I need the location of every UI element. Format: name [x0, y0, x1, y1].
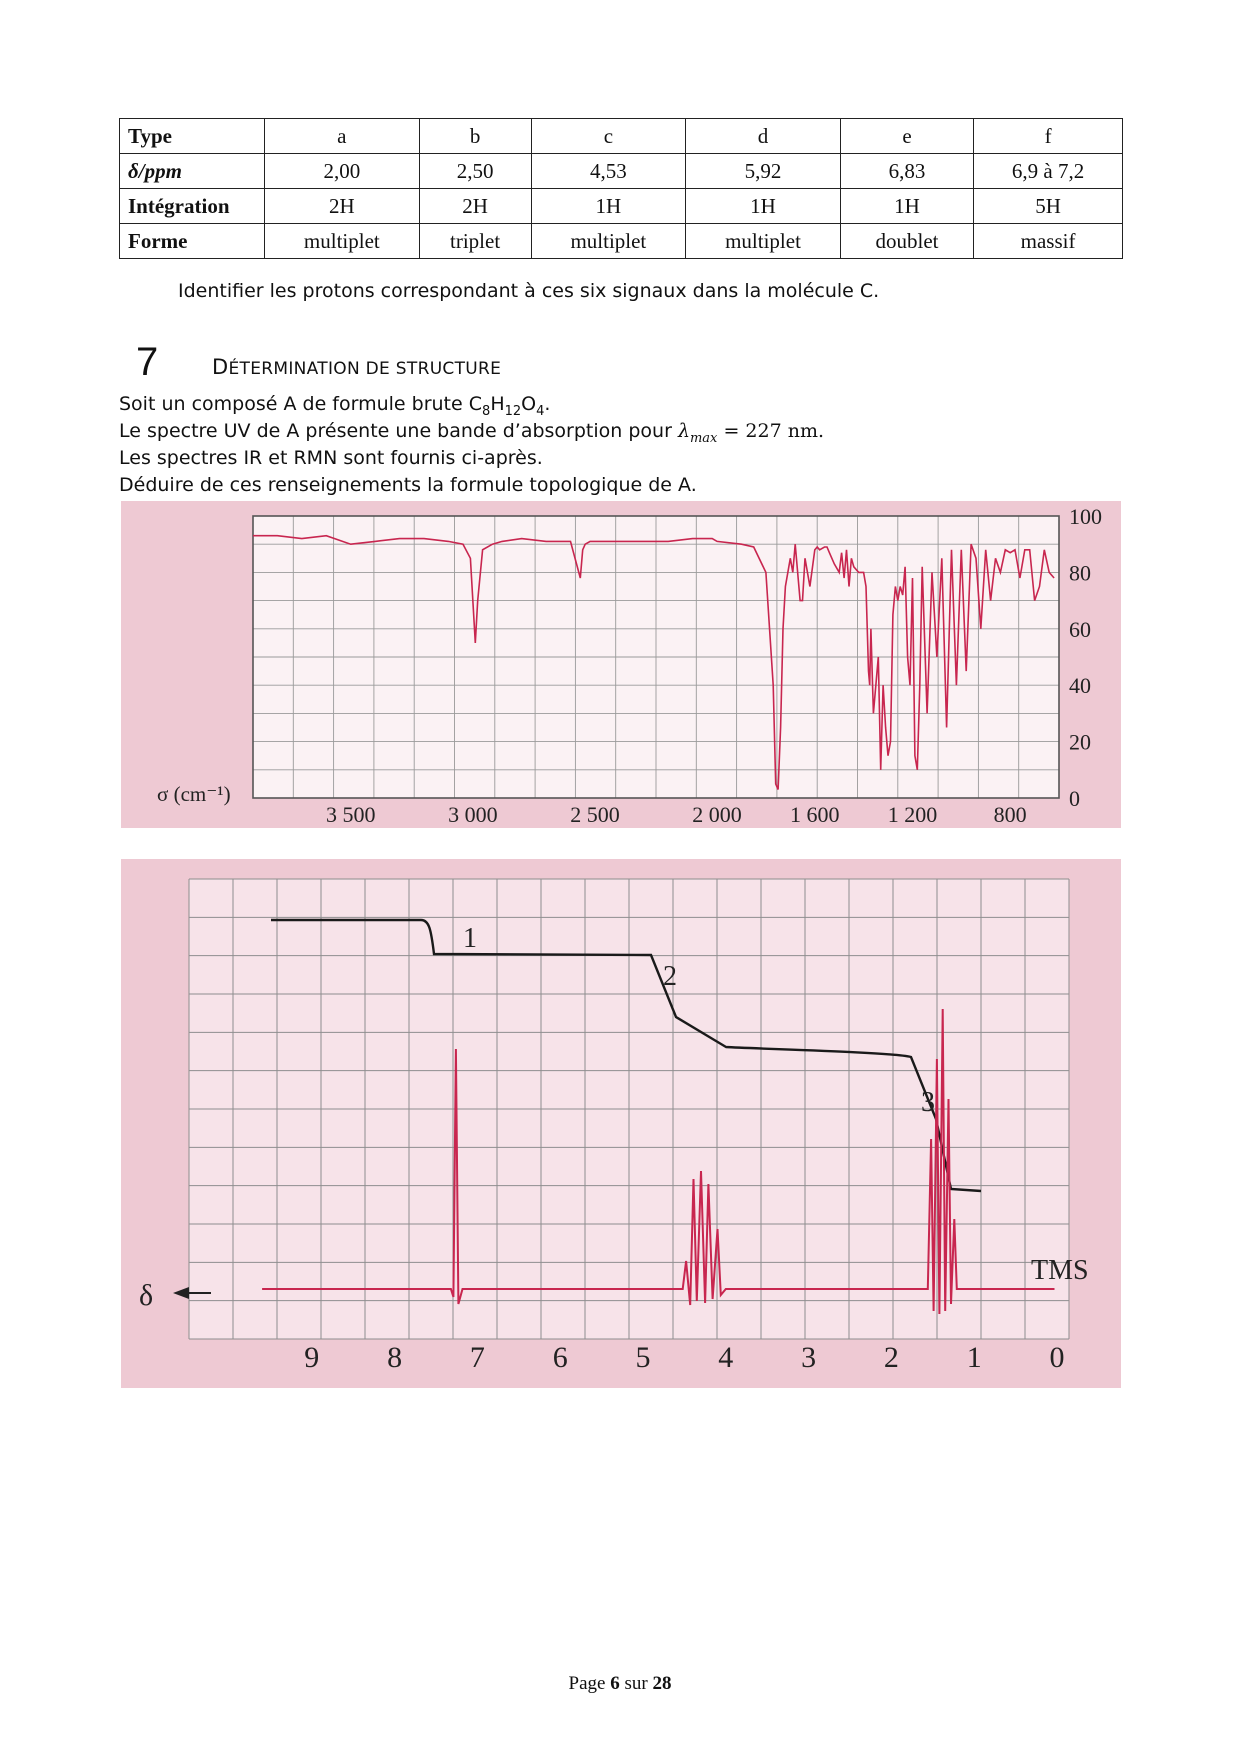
nmr-x-tick-label: 6 — [552, 1341, 568, 1374]
formula-h-count: 12 — [504, 403, 522, 419]
delta-header-text: δ/ppm — [128, 158, 182, 183]
paragraph-line-4: Déduire de ces renseignements la formule topologique de A. — [119, 474, 697, 496]
paragraph-line-3: Les spectres IR et RMN sont fournis ci-après. — [119, 447, 543, 469]
table-row-shape — [120, 224, 1123, 259]
cell-type: b — [419, 119, 531, 154]
section-number: 7 — [136, 340, 159, 384]
section-title-rest: ÉTERMINATION DE STRUCTURE — [228, 359, 502, 379]
ir-x-tick-label: 3 000 — [448, 802, 498, 827]
cell-type: e — [840, 119, 973, 154]
ir-y-tick-label: 20 — [1069, 729, 1091, 755]
cell-shape: multiplet — [686, 224, 841, 259]
cell-type: f — [974, 119, 1123, 154]
instruction-text: Identifier les protons correspondant à ces six signaux dans la molécule C. — [178, 280, 880, 302]
nmr-integration-label-2: 2 — [663, 961, 677, 992]
line1-prefix: Soit un composé A de formule brute — [119, 393, 469, 415]
ir-x-tick-label: 1 600 — [790, 802, 840, 827]
footer-total-pages: 28 — [652, 1673, 672, 1694]
ir-x-axis-label: σ (cm⁻¹) — [157, 782, 231, 806]
cell-integration: 1H — [531, 189, 686, 224]
cell-integration: 5H — [974, 189, 1123, 224]
ir-y-tick-label: 80 — [1069, 560, 1091, 586]
cell-shape: doublet — [840, 224, 973, 259]
cell-integration: 2H — [419, 189, 531, 224]
nmr-x-tick-label: 9 — [304, 1341, 320, 1374]
ir-y-tick-label: 40 — [1069, 673, 1091, 699]
nmr-data-table — [119, 118, 1123, 259]
footer-middle: sur — [619, 1673, 653, 1694]
cell-shape: multiplet — [265, 224, 420, 259]
page-footer — [0, 1673, 1240, 1695]
nmr-tms-label: TMS — [1031, 1255, 1089, 1286]
cell-integration: 2H — [265, 189, 420, 224]
ir-grid — [253, 516, 1059, 798]
cell-delta: 2,00 — [265, 154, 420, 189]
cell-shape: massif — [974, 224, 1123, 259]
section-title-initial: D — [212, 355, 229, 379]
row-header-type: Type — [120, 119, 265, 154]
nmr-x-tick-label: 2 — [883, 1341, 899, 1374]
cell-delta: 6,83 — [840, 154, 973, 189]
cell-shape: triplet — [419, 224, 531, 259]
table-row-delta — [120, 154, 1123, 189]
formula-o: O — [521, 393, 537, 415]
ir-x-tick-label: 3 500 — [325, 802, 376, 827]
ir-y-tick-label: 60 — [1069, 616, 1091, 642]
cell-delta: 2,50 — [419, 154, 531, 189]
footer-page-number: 6 — [610, 1673, 620, 1694]
ir-x-tick-label: 1 200 — [887, 802, 938, 827]
ir-spectrum-chart — [121, 501, 1121, 828]
nmr-x-tick-label: 4 — [718, 1341, 734, 1374]
ir-x-tick-label: 2 500 — [570, 802, 620, 827]
nmr-x-tick-label: 3 — [801, 1341, 817, 1374]
formula-h: H — [490, 393, 505, 415]
row-header-integration: Intégration — [120, 189, 265, 224]
ir-x-tick-label: 2 000 — [692, 802, 742, 827]
lambda-max — [677, 420, 718, 446]
ir-y-tick-label: 100 — [1069, 504, 1102, 529]
cell-delta: 4,53 — [531, 154, 686, 189]
nmr-x-axis-label: δ — [139, 1279, 154, 1312]
cell-shape: multiplet — [531, 224, 686, 259]
molecular-formula — [468, 393, 545, 419]
nmr-x-tick-label: 8 — [387, 1341, 403, 1374]
nmr-integration-label-3: 3 — [921, 1087, 935, 1118]
line2-prefix: Le spectre UV de A présente une bande d’absorption pour — [119, 420, 678, 442]
nmr-integration-label-1: 1 — [463, 923, 477, 954]
cell-integration: 1H — [686, 189, 841, 224]
ir-y-tick-label: 0 — [1069, 786, 1080, 811]
nmr-x-tick-label: 1 — [966, 1341, 982, 1374]
nmr-x-tick-label: 0 — [1049, 1341, 1065, 1374]
section-title — [212, 355, 501, 379]
ir-x-tick-label: 800 — [993, 802, 1027, 827]
row-header-shape: Forme — [120, 224, 265, 259]
table-row-type — [120, 119, 1123, 154]
cell-type: d — [686, 119, 841, 154]
line2-suffix: = 227 nm. — [717, 420, 825, 442]
cell-delta: 5,92 — [686, 154, 841, 189]
lambda-subscript: max — [689, 430, 718, 446]
cell-type: c — [531, 119, 686, 154]
line1-suffix: . — [544, 393, 551, 415]
lambda-symbol: λ — [677, 420, 690, 442]
nmr-spectrum-chart — [121, 859, 1121, 1388]
formula-o-count: 4 — [536, 403, 545, 419]
cell-integration: 1H — [840, 189, 973, 224]
formula-c-count: 8 — [482, 403, 491, 419]
row-header-delta — [120, 154, 265, 189]
formula-c: C — [468, 393, 483, 415]
table-row-integration — [120, 189, 1123, 224]
nmr-x-tick-label: 7 — [469, 1341, 485, 1374]
cell-delta: 6,9 à 7,2 — [974, 154, 1123, 189]
cell-type: a — [265, 119, 420, 154]
nmr-x-tick-label: 5 — [635, 1341, 651, 1374]
footer-prefix: Page — [568, 1673, 611, 1694]
